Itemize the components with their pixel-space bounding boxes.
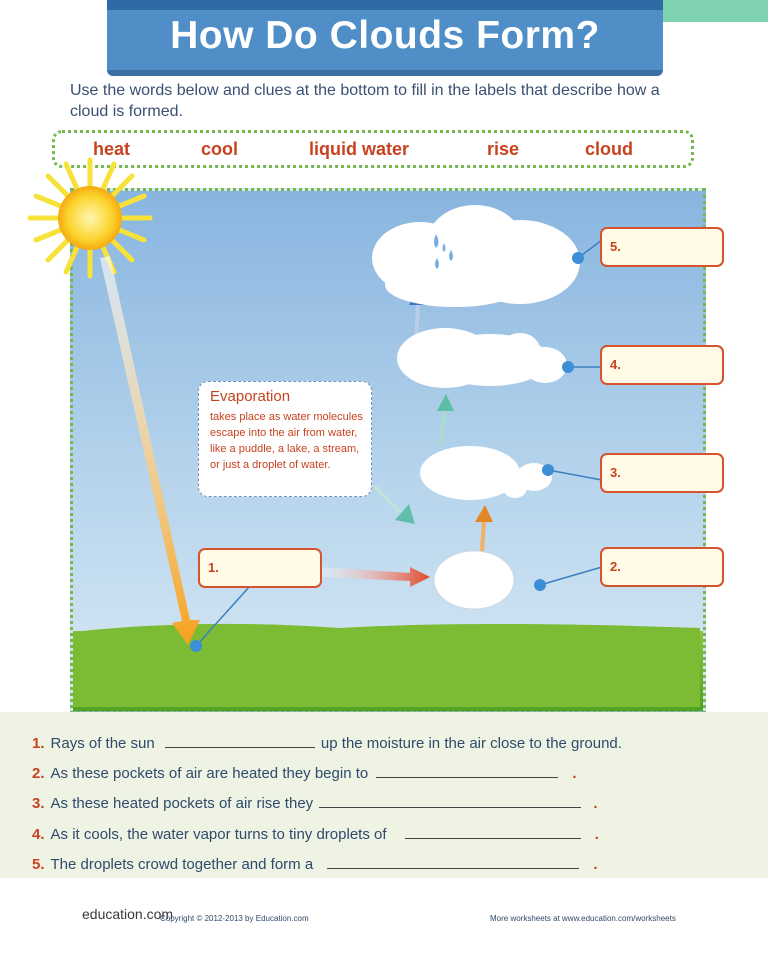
education-logo: education.com [82,906,174,922]
dot-1 [190,640,202,652]
cloud-stage-4 [397,328,567,388]
cloud-stage-3 [420,446,552,500]
label-number: 5. [610,239,621,254]
evaporation-callout [198,381,372,497]
connector-3 [548,470,602,480]
answer-line-5[interactable] [327,867,579,869]
evaporation-body: takes place as water molecules escape into the air from water, like a puddle, a lake, a stream, or just a droplet of water. [210,411,363,471]
rise-arrow-teal [437,394,454,446]
answer-line-4[interactable] [405,837,581,839]
dot-4 [562,361,574,373]
label-box-1[interactable] [198,548,322,588]
clue-4: 4. As it cools, the water vapor turns to tiny droplets of . [32,826,599,843]
label-box-5[interactable] [600,227,724,267]
label-box-3[interactable] [600,453,724,493]
label-box-2[interactable] [600,547,724,587]
air-pocket [434,551,514,609]
sun-ray-arrow [100,256,200,645]
footer [0,905,768,935]
dot-5 [572,252,584,264]
clue-2: 2. As these pockets of air are heated they begin to . [32,765,577,782]
dot-3 [542,464,554,476]
clue-1: 1. Rays of the sun up the moisture in the air close to the ground. [32,735,622,752]
heat-arrow [320,567,430,587]
instructions-text: Use the words below and clues at the bottom to fill in the labels that describe how a cloud is formed. [70,82,660,120]
word-rise: rise [487,139,520,159]
evaporation-arrow [374,486,415,524]
clues-panel [0,712,768,878]
page-title: How Do Clouds Form? [170,14,600,57]
cloud-stage-5 [372,205,580,307]
word-heat: heat [93,139,131,159]
clue-3: 3. As these heated pockets of air rise they . [32,795,598,812]
ground-hill [73,624,700,707]
word-cloud: cloud [585,139,633,159]
label-box-4[interactable] [600,345,724,385]
label-number: 4. [610,357,621,372]
sun-disc [58,186,122,250]
label-number: 1. [208,560,219,575]
clue-5: 5. The droplets crowd together and form a . [32,856,598,873]
more-worksheets-text: More worksheets at www.education.com/worksheets [490,914,676,923]
connector-2 [540,567,602,585]
answer-line-3[interactable] [319,806,581,808]
word-liquid-water: liquid water [309,139,410,159]
label-number: 2. [610,559,621,574]
evaporation-title: Evaporation [210,388,291,405]
answer-line-2[interactable] [376,776,558,778]
label-number: 3. [610,465,621,480]
copyright-text: Copyright © 2012-2013 by Education.com [160,914,309,923]
word-cool: cool [201,139,239,159]
rise-arrow-orange [475,505,493,552]
dot-2 [534,579,546,591]
answer-line-1[interactable] [165,746,315,748]
